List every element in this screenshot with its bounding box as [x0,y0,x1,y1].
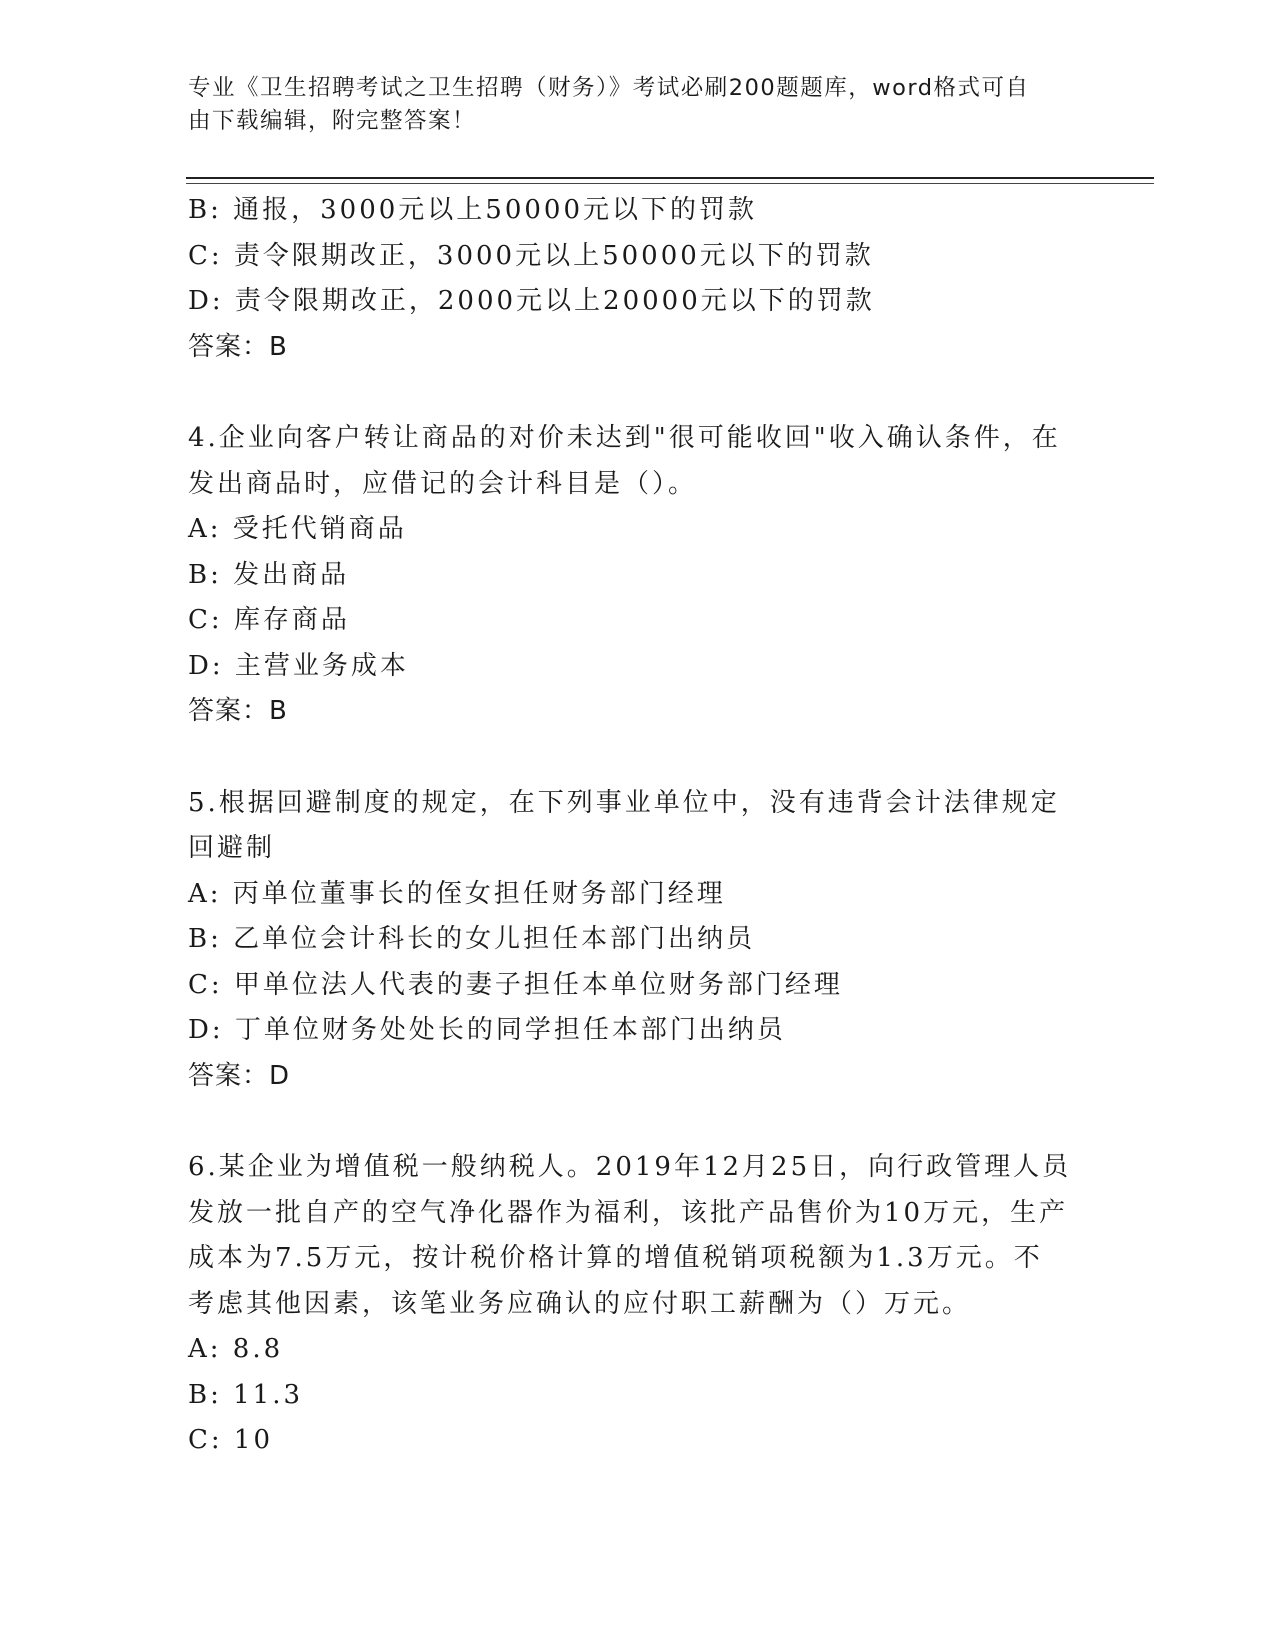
spacer [188,1099,1088,1145]
option-d: D: 主营业务成本 [188,650,409,681]
option-a: A: 丙单位董事长的侄女担任财务部门经理 [188,878,726,909]
question-stem-line: 发出商品时，应借记的会计科目是（）。 [188,468,698,499]
question-stem-line: 考虑其他因素，该笔业务应确认的应付职工薪酬为（）万元。 [188,1288,972,1319]
question-3 [188,188,1088,370]
header-rule-thick [186,177,1154,179]
question-5 [188,781,1088,1100]
question-stem-line: 4.企业向客户转让商品的对价未达到"很可能收回"收入确认条件，在 [188,423,1061,453]
option-a: A: 受托代销商品 [188,514,407,544]
option-d: D: 丁单位财务处处长的同学担任本部门出纳员 [188,1015,786,1045]
spacer [188,370,1088,416]
option-d: D: 责令限期改正，2000元以上20000元以下的罚款 [188,286,875,316]
option-c: C: 10 [188,1425,274,1455]
question-stem-line: 成本为7.5万元，按计税价格计算的增值税销项税额为1.3万元。不 [188,1243,1043,1273]
answer: 答案：D [188,1060,291,1091]
question-6 [188,1145,1088,1464]
answer: 答案：B [188,331,288,362]
spacer [188,735,1088,781]
document-body [188,188,1088,1464]
option-b: B: 乙单位会计科长的女儿担任本部门出纳员 [188,924,756,954]
option-a: A: 8.8 [188,1334,284,1364]
answer: 答案：B [188,696,288,726]
question-stem-line: 5.根据回避制度的规定，在下列事业单位中，没有违背会计法律规定 [188,787,1060,818]
option-c: C: 责令限期改正，3000元以上50000元以下的罚款 [188,240,874,271]
option-c: C: 库存商品 [188,605,350,635]
header-rule-thin [186,183,1154,184]
question-stem-line: 6.某企业为增值税一般纳税人。2019年12月25日，向行政管理人员 [188,1152,1072,1182]
option-b: B: 11.3 [188,1379,304,1410]
document-header: 专业《卫生招聘考试之卫生招聘（财务）》考试必刷200题题库，word格式可自 由下载编辑，附完整答案！ [188,75,1030,134]
option-b: B: 发出商品 [188,559,350,590]
question-stem-line: 回避制 [188,833,276,863]
option-b: B: 通报，3000元以上50000元以下的罚款 [188,195,758,225]
question-stem-line: 发放一批自产的空气净化器作为福利，该批产品售价为10万元，生产 [188,1197,1069,1228]
option-c: C: 甲单位法人代表的妻子担任本单位财务部门经理 [188,969,843,1000]
question-4 [188,416,1088,735]
